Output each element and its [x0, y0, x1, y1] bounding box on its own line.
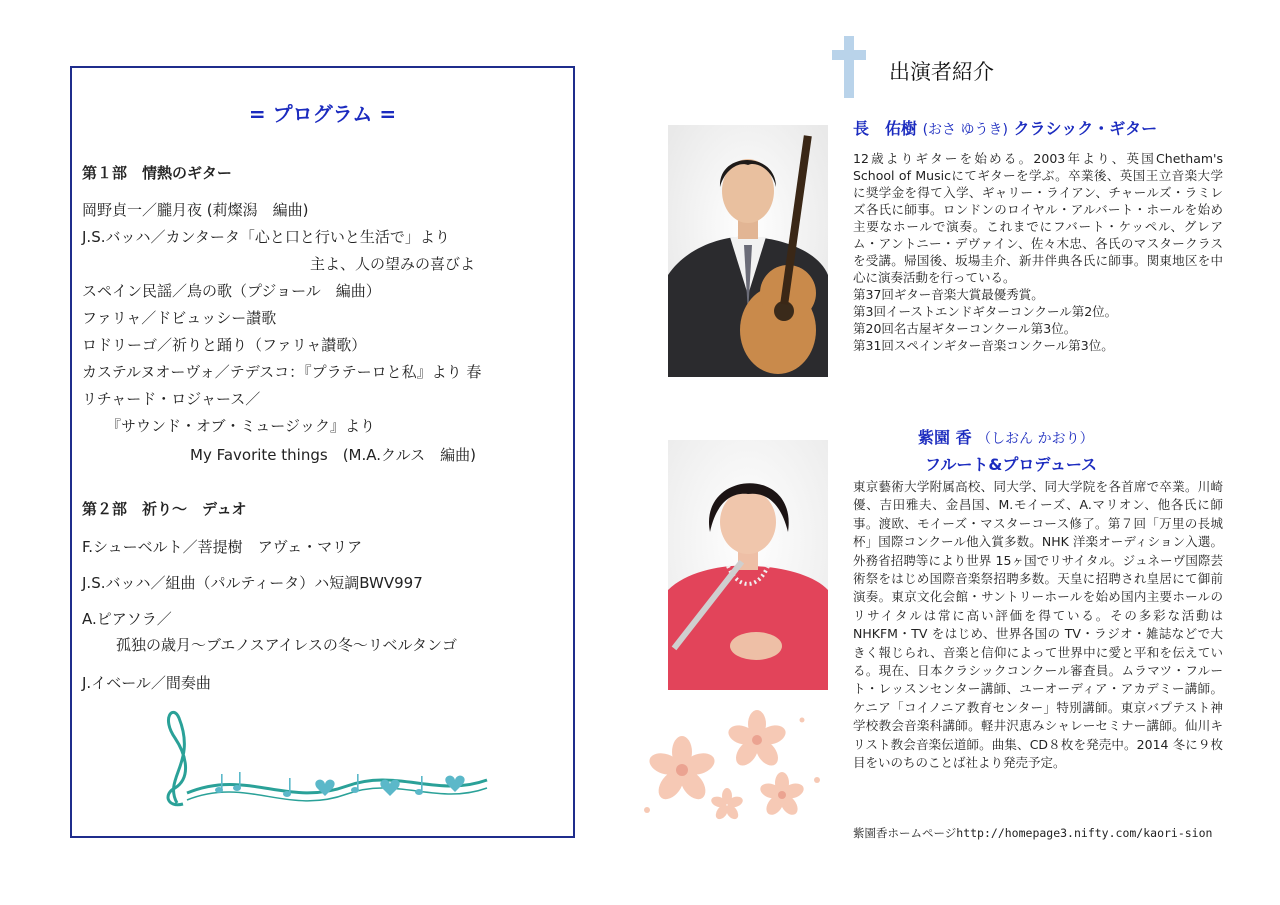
performer2-reading: （しおん かおり）: [977, 431, 1094, 447]
performer2-bio: 東京藝術大学附属高校、同大学、同大学院を各首席で卒業。川崎優、吉田雅夫、金昌国、M.モイーズ、A.マリオン、他各氏に師事。渡欧、モイーズ・マスターコース修了。第７回「万里の長城杯」国際コンクール他入賞多数。NHK 洋楽オーディション入選。外務省招聘等により世界 15ヶ国でリサイタル。ジュネーヴ国際芸術祭をはじめ国際音楽祭招聘多数。天皇に招聘され皇居にて御前演奏。東京文化会館・サントリーホールを始め国内主要ホールのリサイタルは常に高い評価を得ている。その多彩な活動は NHKFM・TV をはじめ、世界各国の TV・ラジオ・雑誌などで大きく報じられ、音楽と信仰によって世界中に愛と平和を伝えている。現在、日本クラシックコンクール審査員。ムラマツ・フルート・レッスンセンター講師、ユーオーディア・アカデミー講師。ケニア「コイノニア教育センター」特別講師。東京バプテスト神学校教会音楽科講師。軽井沢恵みシャレーセミナー講師。仙川キリスト教会音楽伝道師。曲集、CD８枚を発売中。2014 冬に９枚目をいのちのことば社より発売予定。: [853, 479, 1223, 771]
program-item: 『サウンド・オブ・ミュージック』より: [106, 417, 375, 435]
program-item: カステルヌオーヴォ／テデスコ：『プラテーロと私』より 春: [82, 363, 482, 381]
program-item: 岡野貞一／朧月夜 (莉燦潟 編曲): [82, 201, 309, 219]
performer1-name: 長 佑樹: [853, 119, 918, 138]
performer2-name-line: [918, 425, 1094, 448]
program-item: 主よ、人の望みの喜びよ: [310, 255, 476, 273]
program-item: F.シューベルト／菩提樹 アヴェ・マリア: [82, 538, 363, 556]
program-title: = プログラム =: [248, 102, 397, 126]
performer2-role: フルート&プロデュース: [925, 455, 1098, 474]
performer2-name: 紫園 香: [918, 428, 972, 447]
program-item: リチャード・ロジャース／: [82, 390, 261, 408]
program-item: J.イベール／間奏曲: [82, 674, 211, 692]
part2-heading: 第２部 祈り〜 デュオ: [82, 500, 247, 518]
performer1-role: クラシック・ギター: [1013, 119, 1158, 138]
program-item: My Favorite things (M.A.クルス 編曲): [190, 446, 476, 464]
program-item: ファリャ／ドビュッシー讃歌: [82, 309, 277, 327]
cross-icon: [832, 36, 866, 98]
performer1-name-line: [853, 116, 1157, 139]
cherry-blossom-decoration: [632, 700, 842, 830]
performer2-homepage: [853, 825, 1223, 842]
program-item: J.S.バッハ／カンタータ「心と口と行いと生活で」より: [82, 228, 450, 246]
performer1-bio: 12歳よりギターを始める。2003年より、英国Chetham's School of Musicにてギターを学ぶ。卒業後、英国王立音楽大学に奨学金を得て入学、ギャリー・ライアン、チャールズ・ラミレズ各氏に師事。ロンドンのロイヤル・アルバート・ホールを始め主要なホールで演奏。これまでにフバート・ケッペル、グレアム・アントニー・デヴァイン、佐々木忠、各氏のマスタークラスを受講。帰国後、坂場圭介、新井伴典各氏に師事。関東地区を中心に演奏活動を行っている。 第37回ギター音楽大賞最優秀賞。 第3回イーストエンドギターコンクール第2位。 第20回名古屋ギターコンクール第3位。 第31回スペインギター音楽コンクール第3位。: [853, 151, 1223, 353]
program-item: J.S.バッハ／組曲（パルティータ）ハ短調BWV997: [82, 574, 423, 592]
program-item: ロドリーゴ／祈りと踊り（ファリャ讃歌）: [82, 336, 367, 354]
part1-heading: 第１部 情熱のギター: [82, 164, 232, 182]
homepage-link[interactable]: http://homepage3.nifty.com/kaori-sion: [956, 826, 1213, 840]
program-item: スペイン民謡／鳥の歌（プジョール 編曲）: [82, 282, 381, 300]
program-item: 孤独の歳月〜ブエノスアイレスの冬〜リベルタンゴ: [116, 636, 457, 654]
performer1-reading: (おさ ゆうき): [922, 122, 1008, 138]
performer1-photo: [668, 125, 828, 377]
program-item: A.ピアソラ／: [82, 610, 172, 628]
homepage-label: 紫園香ホームページ: [853, 826, 957, 840]
program-box: [70, 66, 575, 838]
performer2-photo: [668, 440, 828, 690]
performers-section-title: 出演者紹介: [889, 60, 994, 84]
music-notes-decoration: [157, 708, 497, 818]
